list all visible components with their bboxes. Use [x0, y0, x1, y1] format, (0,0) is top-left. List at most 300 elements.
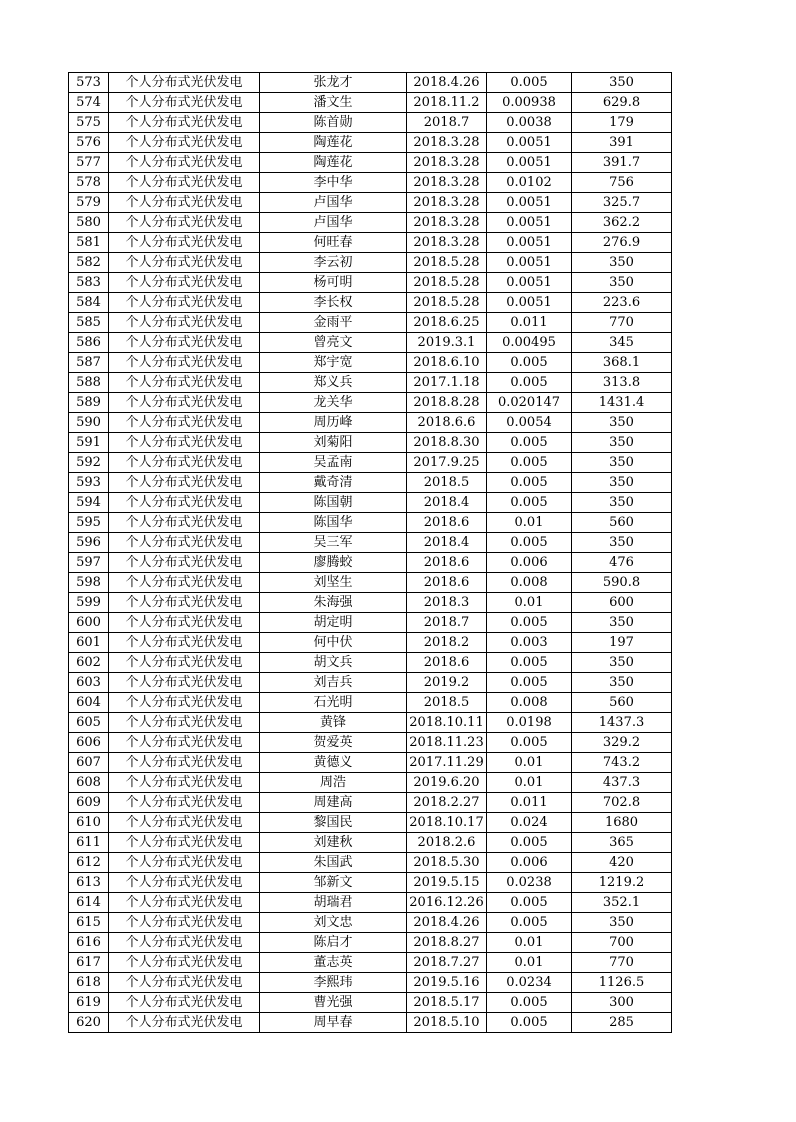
project-type-cell: 个人分布式光伏发电: [109, 353, 260, 373]
owner-name-cell: 贺爱英: [260, 733, 407, 753]
grid-date-cell: 2018.5.30: [407, 853, 487, 873]
table-row: [69, 713, 672, 733]
table-row: [69, 853, 672, 873]
grid-date-cell: 2018.4.26: [407, 73, 487, 93]
capacity-cell: 0.005: [487, 1013, 572, 1033]
owner-name-cell: 黄锋: [260, 713, 407, 733]
capacity-cell: 0.0051: [487, 293, 572, 313]
owner-name-cell: 陈国朝: [260, 493, 407, 513]
amount-cell: 350: [572, 273, 672, 293]
owner-name-cell: 杨可明: [260, 273, 407, 293]
project-type-cell: 个人分布式光伏发电: [109, 213, 260, 233]
grid-date-cell: 2018.8.27: [407, 933, 487, 953]
table-row: [69, 613, 672, 633]
capacity-cell: 0.005: [487, 673, 572, 693]
row-number-cell: 574: [69, 93, 109, 113]
capacity-cell: 0.01: [487, 593, 572, 613]
owner-name-cell: 周建高: [260, 793, 407, 813]
grid-date-cell: 2018.11.23: [407, 733, 487, 753]
row-number-cell: 603: [69, 673, 109, 693]
grid-date-cell: 2018.10.11: [407, 713, 487, 733]
grid-date-cell: 2018.5.10: [407, 1013, 487, 1033]
table-row: [69, 113, 672, 133]
amount-cell: 350: [572, 673, 672, 693]
table-row: [69, 873, 672, 893]
table-row: [69, 373, 672, 393]
grid-date-cell: 2018.5.28: [407, 253, 487, 273]
capacity-cell: 0.005: [487, 613, 572, 633]
owner-name-cell: 陈国华: [260, 513, 407, 533]
capacity-cell: 0.0234: [487, 973, 572, 993]
owner-name-cell: 刘坚生: [260, 573, 407, 593]
capacity-cell: 0.01: [487, 513, 572, 533]
table-row: [69, 813, 672, 833]
capacity-cell: 0.005: [487, 533, 572, 553]
grid-date-cell: 2018.5: [407, 473, 487, 493]
amount-cell: 179: [572, 113, 672, 133]
project-type-cell: 个人分布式光伏发电: [109, 873, 260, 893]
project-type-cell: 个人分布式光伏发电: [109, 633, 260, 653]
records-table-body: [69, 73, 672, 1033]
table-row: [69, 953, 672, 973]
amount-cell: 276.9: [572, 233, 672, 253]
grid-date-cell: 2018.5: [407, 693, 487, 713]
grid-date-cell: 2018.10.17: [407, 813, 487, 833]
owner-name-cell: 李云初: [260, 253, 407, 273]
grid-date-cell: 2018.6.25: [407, 313, 487, 333]
project-type-cell: 个人分布式光伏发电: [109, 793, 260, 813]
owner-name-cell: 邹新文: [260, 873, 407, 893]
amount-cell: 350: [572, 913, 672, 933]
grid-date-cell: 2017.1.18: [407, 373, 487, 393]
row-number-cell: 607: [69, 753, 109, 773]
grid-date-cell: 2018.5.17: [407, 993, 487, 1013]
project-type-cell: 个人分布式光伏发电: [109, 813, 260, 833]
row-number-cell: 579: [69, 193, 109, 213]
owner-name-cell: 陶莲花: [260, 153, 407, 173]
row-number-cell: 582: [69, 253, 109, 273]
grid-date-cell: 2018.3.28: [407, 153, 487, 173]
capacity-cell: 0.0038: [487, 113, 572, 133]
capacity-cell: 0.01: [487, 753, 572, 773]
table-row: [69, 293, 672, 313]
row-number-cell: 606: [69, 733, 109, 753]
amount-cell: 560: [572, 693, 672, 713]
owner-name-cell: 刘建秋: [260, 833, 407, 853]
project-type-cell: 个人分布式光伏发电: [109, 913, 260, 933]
grid-date-cell: 2018.6: [407, 513, 487, 533]
table-row: [69, 673, 672, 693]
amount-cell: 476: [572, 553, 672, 573]
row-number-cell: 580: [69, 213, 109, 233]
row-number-cell: 587: [69, 353, 109, 373]
capacity-cell: 0.0051: [487, 213, 572, 233]
grid-date-cell: 2018.2: [407, 633, 487, 653]
project-type-cell: 个人分布式光伏发电: [109, 593, 260, 613]
capacity-cell: 0.005: [487, 433, 572, 453]
row-number-cell: 612: [69, 853, 109, 873]
grid-date-cell: 2018.3.28: [407, 133, 487, 153]
grid-date-cell: 2018.4.26: [407, 913, 487, 933]
amount-cell: 629.8: [572, 93, 672, 113]
table-row: [69, 453, 672, 473]
row-number-cell: 619: [69, 993, 109, 1013]
owner-name-cell: 卢国华: [260, 193, 407, 213]
owner-name-cell: 董志英: [260, 953, 407, 973]
grid-date-cell: 2016.12.26: [407, 893, 487, 913]
row-number-cell: 616: [69, 933, 109, 953]
amount-cell: 300: [572, 993, 672, 1013]
project-type-cell: 个人分布式光伏发电: [109, 613, 260, 633]
owner-name-cell: 黎国民: [260, 813, 407, 833]
amount-cell: 350: [572, 433, 672, 453]
capacity-cell: 0.005: [487, 893, 572, 913]
grid-date-cell: 2018.4: [407, 493, 487, 513]
table-row: [69, 753, 672, 773]
capacity-cell: 0.0051: [487, 193, 572, 213]
row-number-cell: 586: [69, 333, 109, 353]
amount-cell: 350: [572, 73, 672, 93]
amount-cell: 743.2: [572, 753, 672, 773]
row-number-cell: 617: [69, 953, 109, 973]
amount-cell: 350: [572, 533, 672, 553]
amount-cell: 365: [572, 833, 672, 853]
project-type-cell: 个人分布式光伏发电: [109, 333, 260, 353]
row-number-cell: 577: [69, 153, 109, 173]
row-number-cell: 618: [69, 973, 109, 993]
capacity-cell: 0.005: [487, 453, 572, 473]
table-row: [69, 533, 672, 553]
owner-name-cell: 胡文兵: [260, 653, 407, 673]
project-type-cell: 个人分布式光伏发电: [109, 773, 260, 793]
table-row: [69, 733, 672, 753]
owner-name-cell: 曾亮文: [260, 333, 407, 353]
project-type-cell: 个人分布式光伏发电: [109, 93, 260, 113]
capacity-cell: 0.005: [487, 733, 572, 753]
table-row: [69, 233, 672, 253]
amount-cell: 350: [572, 253, 672, 273]
table-row: [69, 313, 672, 333]
grid-date-cell: 2018.3.28: [407, 173, 487, 193]
project-type-cell: 个人分布式光伏发电: [109, 73, 260, 93]
grid-date-cell: 2018.11.2: [407, 93, 487, 113]
row-number-cell: 590: [69, 413, 109, 433]
amount-cell: 352.1: [572, 893, 672, 913]
row-number-cell: 596: [69, 533, 109, 553]
row-number-cell: 611: [69, 833, 109, 853]
owner-name-cell: 朱海强: [260, 593, 407, 613]
capacity-cell: 0.005: [487, 993, 572, 1013]
project-type-cell: 个人分布式光伏发电: [109, 833, 260, 853]
capacity-cell: 0.005: [487, 73, 572, 93]
capacity-cell: 0.005: [487, 833, 572, 853]
owner-name-cell: 郑宇宽: [260, 353, 407, 373]
row-number-cell: 581: [69, 233, 109, 253]
row-number-cell: 585: [69, 313, 109, 333]
amount-cell: 350: [572, 613, 672, 633]
grid-date-cell: 2018.7.27: [407, 953, 487, 973]
row-number-cell: 588: [69, 373, 109, 393]
row-number-cell: 578: [69, 173, 109, 193]
project-type-cell: 个人分布式光伏发电: [109, 733, 260, 753]
capacity-cell: 0.003: [487, 633, 572, 653]
row-number-cell: 593: [69, 473, 109, 493]
amount-cell: 350: [572, 653, 672, 673]
project-type-cell: 个人分布式光伏发电: [109, 1013, 260, 1033]
capacity-cell: 0.0051: [487, 253, 572, 273]
amount-cell: 1680: [572, 813, 672, 833]
amount-cell: 437.3: [572, 773, 672, 793]
amount-cell: 1437.3: [572, 713, 672, 733]
amount-cell: 350: [572, 413, 672, 433]
table-row: [69, 933, 672, 953]
amount-cell: 702.8: [572, 793, 672, 813]
project-type-cell: 个人分布式光伏发电: [109, 573, 260, 593]
capacity-cell: 0.0198: [487, 713, 572, 733]
grid-date-cell: 2018.5.28: [407, 273, 487, 293]
capacity-cell: 0.006: [487, 553, 572, 573]
capacity-cell: 0.0051: [487, 233, 572, 253]
grid-date-cell: 2018.8.30: [407, 433, 487, 453]
capacity-cell: 0.008: [487, 693, 572, 713]
capacity-cell: 0.005: [487, 913, 572, 933]
project-type-cell: 个人分布式光伏发电: [109, 293, 260, 313]
table-row: [69, 993, 672, 1013]
grid-date-cell: 2018.6: [407, 653, 487, 673]
capacity-cell: 0.008: [487, 573, 572, 593]
grid-date-cell: 2019.5.16: [407, 973, 487, 993]
project-type-cell: 个人分布式光伏发电: [109, 173, 260, 193]
row-number-cell: 592: [69, 453, 109, 473]
grid-date-cell: 2017.9.25: [407, 453, 487, 473]
table-row: [69, 153, 672, 173]
amount-cell: 329.2: [572, 733, 672, 753]
grid-date-cell: 2018.6: [407, 573, 487, 593]
grid-date-cell: 2018.7: [407, 113, 487, 133]
project-type-cell: 个人分布式光伏发电: [109, 713, 260, 733]
capacity-cell: 0.005: [487, 653, 572, 673]
project-type-cell: 个人分布式光伏发电: [109, 133, 260, 153]
table-row: [69, 573, 672, 593]
owner-name-cell: 何中伏: [260, 633, 407, 653]
row-number-cell: 583: [69, 273, 109, 293]
row-number-cell: 584: [69, 293, 109, 313]
owner-name-cell: 潘文生: [260, 93, 407, 113]
grid-date-cell: 2018.5.28: [407, 293, 487, 313]
project-type-cell: 个人分布式光伏发电: [109, 473, 260, 493]
row-number-cell: 610: [69, 813, 109, 833]
row-number-cell: 597: [69, 553, 109, 573]
capacity-cell: 0.0051: [487, 153, 572, 173]
owner-name-cell: 周浩: [260, 773, 407, 793]
owner-name-cell: 郑义兵: [260, 373, 407, 393]
grid-date-cell: 2018.6.6: [407, 413, 487, 433]
grid-date-cell: 2019.3.1: [407, 333, 487, 353]
table-row: [69, 333, 672, 353]
owner-name-cell: 吴三军: [260, 533, 407, 553]
grid-date-cell: 2018.3.28: [407, 233, 487, 253]
row-number-cell: 600: [69, 613, 109, 633]
owner-name-cell: 李中华: [260, 173, 407, 193]
owner-name-cell: 黄德义: [260, 753, 407, 773]
capacity-cell: 0.0238: [487, 873, 572, 893]
grid-date-cell: 2019.6.20: [407, 773, 487, 793]
table-row: [69, 73, 672, 93]
table-row: [69, 653, 672, 673]
project-type-cell: 个人分布式光伏发电: [109, 933, 260, 953]
owner-name-cell: 曹光强: [260, 993, 407, 1013]
owner-name-cell: 周早春: [260, 1013, 407, 1033]
row-number-cell: 614: [69, 893, 109, 913]
table-row: [69, 693, 672, 713]
table-row: [69, 393, 672, 413]
capacity-cell: 0.024: [487, 813, 572, 833]
row-number-cell: 589: [69, 393, 109, 413]
amount-cell: 368.1: [572, 353, 672, 373]
project-type-cell: 个人分布式光伏发电: [109, 993, 260, 1013]
amount-cell: 197: [572, 633, 672, 653]
grid-date-cell: 2018.3: [407, 593, 487, 613]
amount-cell: 223.6: [572, 293, 672, 313]
row-number-cell: 599: [69, 593, 109, 613]
capacity-cell: 0.0102: [487, 173, 572, 193]
project-type-cell: 个人分布式光伏发电: [109, 413, 260, 433]
amount-cell: 1126.5: [572, 973, 672, 993]
capacity-cell: 0.005: [487, 373, 572, 393]
table-row: [69, 553, 672, 573]
amount-cell: 770: [572, 953, 672, 973]
amount-cell: 770: [572, 313, 672, 333]
capacity-cell: 0.011: [487, 793, 572, 813]
amount-cell: 756: [572, 173, 672, 193]
project-type-cell: 个人分布式光伏发电: [109, 373, 260, 393]
row-number-cell: 576: [69, 133, 109, 153]
owner-name-cell: 周历峰: [260, 413, 407, 433]
row-number-cell: 604: [69, 693, 109, 713]
project-type-cell: 个人分布式光伏发电: [109, 433, 260, 453]
project-type-cell: 个人分布式光伏发电: [109, 393, 260, 413]
row-number-cell: 613: [69, 873, 109, 893]
capacity-cell: 0.00495: [487, 333, 572, 353]
project-type-cell: 个人分布式光伏发电: [109, 193, 260, 213]
grid-date-cell: 2018.6: [407, 553, 487, 573]
project-type-cell: 个人分布式光伏发电: [109, 973, 260, 993]
owner-name-cell: 李长权: [260, 293, 407, 313]
project-type-cell: 个人分布式光伏发电: [109, 853, 260, 873]
amount-cell: 345: [572, 333, 672, 353]
amount-cell: 350: [572, 473, 672, 493]
amount-cell: 313.8: [572, 373, 672, 393]
row-number-cell: 573: [69, 73, 109, 93]
amount-cell: 350: [572, 493, 672, 513]
owner-name-cell: 刘文忠: [260, 913, 407, 933]
owner-name-cell: 金雨平: [260, 313, 407, 333]
project-type-cell: 个人分布式光伏发电: [109, 113, 260, 133]
row-number-cell: 602: [69, 653, 109, 673]
project-type-cell: 个人分布式光伏发电: [109, 753, 260, 773]
amount-cell: 700: [572, 933, 672, 953]
table-row: [69, 133, 672, 153]
capacity-cell: 0.0051: [487, 133, 572, 153]
owner-name-cell: 戴奇清: [260, 473, 407, 493]
project-type-cell: 个人分布式光伏发电: [109, 893, 260, 913]
owner-name-cell: 张龙才: [260, 73, 407, 93]
records-table: [68, 72, 672, 1033]
amount-cell: 285: [572, 1013, 672, 1033]
owner-name-cell: 李熙玮: [260, 973, 407, 993]
table-row: [69, 433, 672, 453]
grid-date-cell: 2017.11.29: [407, 753, 487, 773]
capacity-cell: 0.0051: [487, 273, 572, 293]
capacity-cell: 0.006: [487, 853, 572, 873]
row-number-cell: 598: [69, 573, 109, 593]
row-number-cell: 575: [69, 113, 109, 133]
row-number-cell: 601: [69, 633, 109, 653]
project-type-cell: 个人分布式光伏发电: [109, 533, 260, 553]
owner-name-cell: 刘吉兵: [260, 673, 407, 693]
row-number-cell: 615: [69, 913, 109, 933]
table-row: [69, 213, 672, 233]
owner-name-cell: 陈首勋: [260, 113, 407, 133]
table-row: [69, 173, 672, 193]
table-row: [69, 273, 672, 293]
amount-cell: 1219.2: [572, 873, 672, 893]
table-row: [69, 833, 672, 853]
table-row: [69, 913, 672, 933]
row-number-cell: 595: [69, 513, 109, 533]
table-row: [69, 93, 672, 113]
capacity-cell: 0.005: [487, 493, 572, 513]
table-row: [69, 493, 672, 513]
table-row: [69, 633, 672, 653]
capacity-cell: 0.011: [487, 313, 572, 333]
capacity-cell: 0.01: [487, 953, 572, 973]
amount-cell: 391.7: [572, 153, 672, 173]
table-row: [69, 353, 672, 373]
table-row: [69, 413, 672, 433]
owner-name-cell: 廖腾蛟: [260, 553, 407, 573]
project-type-cell: 个人分布式光伏发电: [109, 153, 260, 173]
grid-date-cell: 2018.4: [407, 533, 487, 553]
row-number-cell: 609: [69, 793, 109, 813]
amount-cell: 600: [572, 593, 672, 613]
amount-cell: 590.8: [572, 573, 672, 593]
grid-date-cell: 2019.2: [407, 673, 487, 693]
amount-cell: 325.7: [572, 193, 672, 213]
table-row: [69, 973, 672, 993]
capacity-cell: 0.01: [487, 773, 572, 793]
grid-date-cell: 2018.3.28: [407, 213, 487, 233]
amount-cell: 1431.4: [572, 393, 672, 413]
grid-date-cell: 2018.7: [407, 613, 487, 633]
project-type-cell: 个人分布式光伏发电: [109, 233, 260, 253]
capacity-cell: 0.020147: [487, 393, 572, 413]
owner-name-cell: 朱国武: [260, 853, 407, 873]
amount-cell: 560: [572, 513, 672, 533]
owner-name-cell: 何旺春: [260, 233, 407, 253]
owner-name-cell: 胡定明: [260, 613, 407, 633]
grid-date-cell: 2018.6.10: [407, 353, 487, 373]
table-row: [69, 593, 672, 613]
owner-name-cell: 龙关华: [260, 393, 407, 413]
table-row: [69, 893, 672, 913]
amount-cell: 362.2: [572, 213, 672, 233]
table-row: [69, 793, 672, 813]
amount-cell: 350: [572, 453, 672, 473]
owner-name-cell: 卢国华: [260, 213, 407, 233]
table-row: [69, 773, 672, 793]
table-row: [69, 513, 672, 533]
